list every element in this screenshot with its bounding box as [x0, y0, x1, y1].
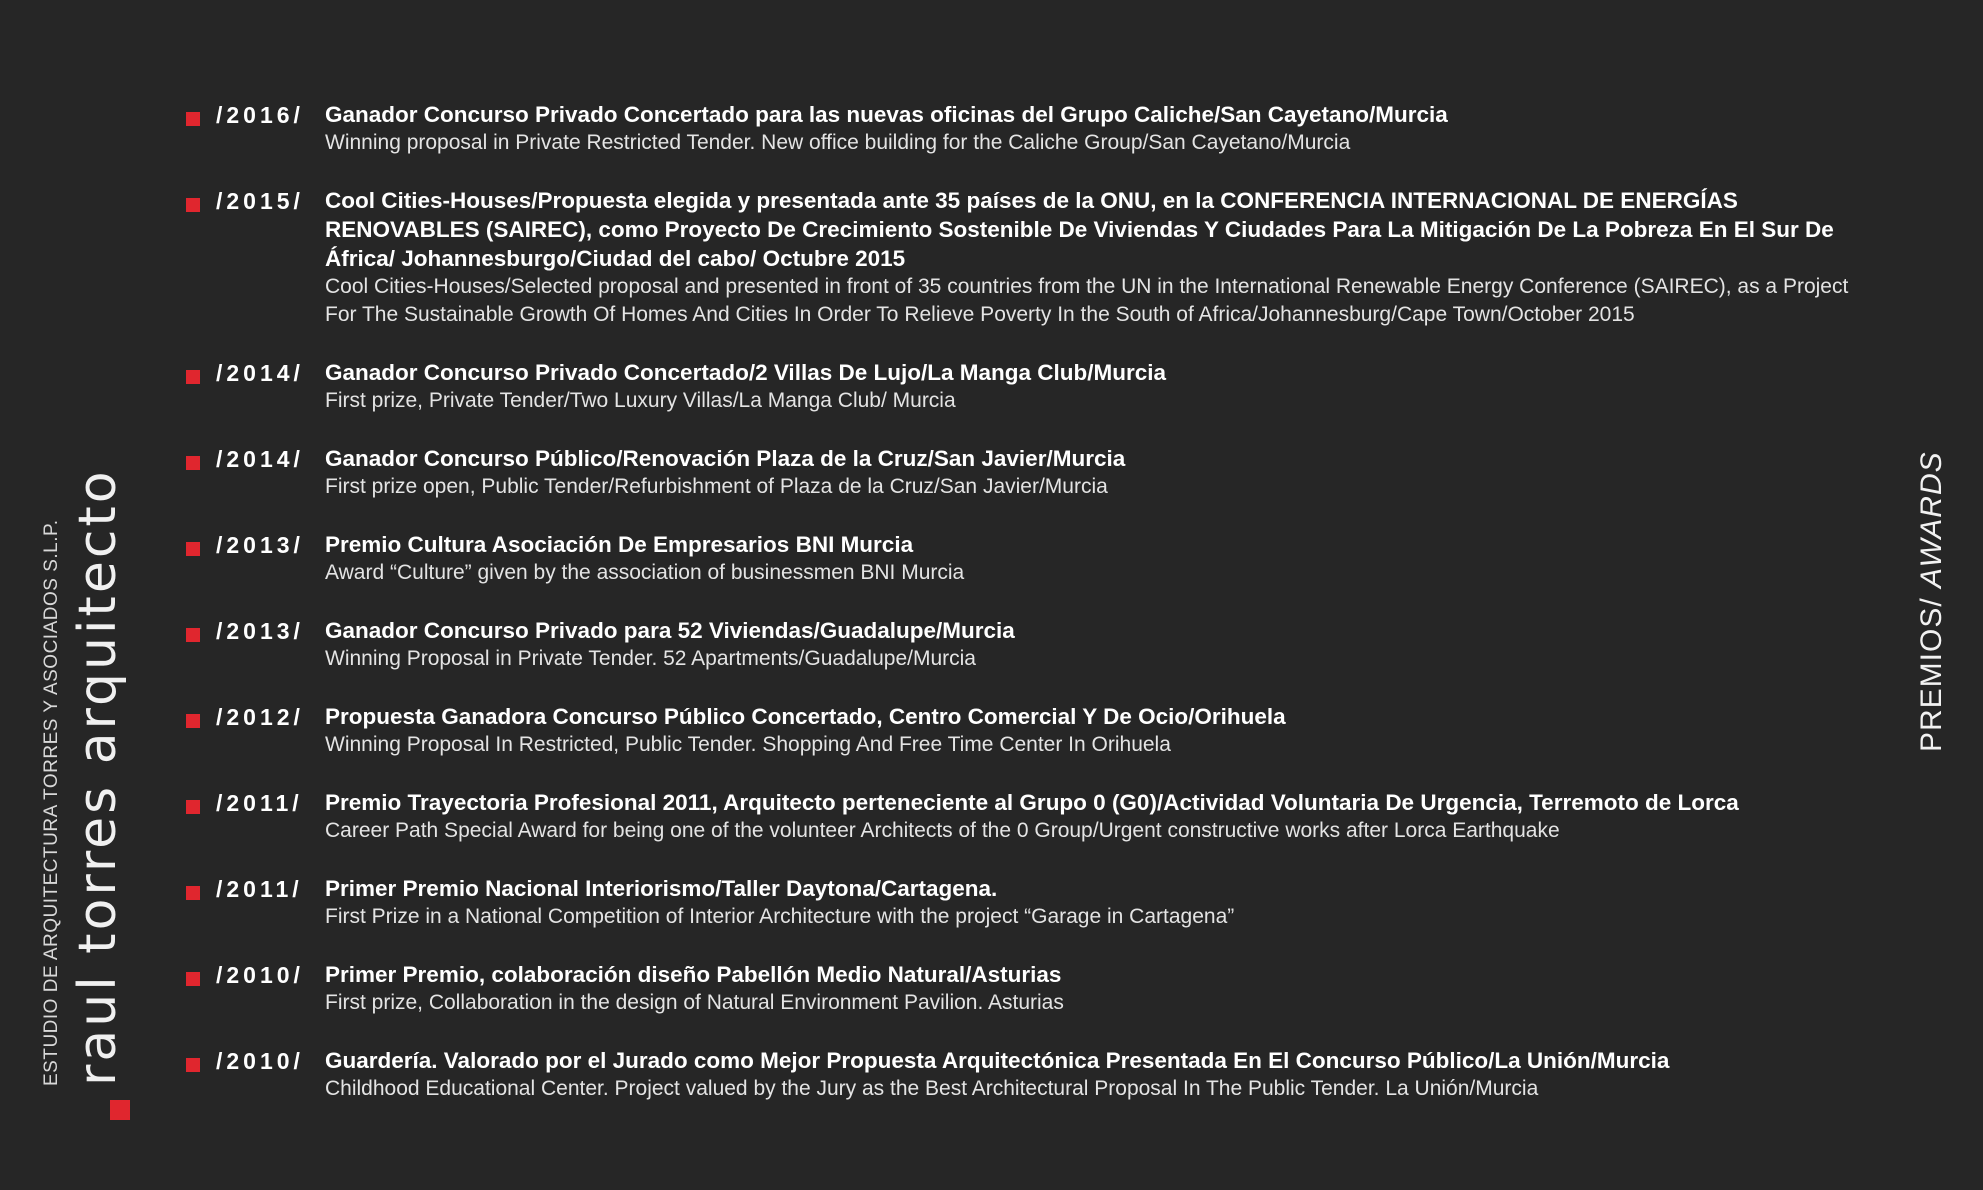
- award-year: /2012/: [216, 704, 304, 730]
- award-year: /2011/: [216, 790, 303, 816]
- award-item: [186, 702, 1866, 759]
- bullet-square-icon: [186, 370, 200, 384]
- award-item: [186, 960, 1866, 1017]
- award-item: [186, 616, 1866, 673]
- awards-list: [186, 100, 1866, 1132]
- award-year: /2015/: [216, 188, 304, 214]
- award-title-en: Childhood Educational Center. Project valued by the Jury as the Best Architectural Proposal In The Public Tender. La Unión/Murcia: [325, 1077, 1539, 1100]
- award-year: /2016/: [216, 102, 304, 128]
- award-item: [186, 100, 1866, 157]
- award-title-en: First prize, Collaboration in the design of Natural Environment Pavilion. Asturias: [325, 991, 1064, 1014]
- bullet-square-icon: [186, 972, 200, 986]
- bullet-square-icon: [186, 112, 200, 126]
- award-item: [186, 788, 1866, 845]
- award-year: /2013/: [216, 532, 304, 558]
- award-title-es: Primer Premio, colaboración diseño Pabellón Medio Natural/Asturias: [325, 962, 1062, 987]
- award-year: /2014/: [216, 446, 304, 472]
- award-title-es: Guardería. Valorado por el Jurado como Mejor Propuesta Arquitectónica Presentada En El Concurso Público/La Unión/Murcia: [325, 1048, 1670, 1073]
- bullet-square-icon: [186, 800, 200, 814]
- award-title-es: Ganador Concurso Privado para 52 Viviendas/Guadalupe/Murcia: [325, 618, 1015, 643]
- award-item: [186, 874, 1866, 931]
- award-year: /2013/: [216, 618, 304, 644]
- section-title-es: PREMIOS/: [1915, 597, 1948, 752]
- bullet-square-icon: [186, 1058, 200, 1072]
- award-year: /2010/: [216, 1048, 304, 1074]
- brand-square-icon: [110, 1100, 130, 1120]
- award-title-en: Winning proposal in Private Restricted Tender. New office building for the Caliche Group/San Cayetano/Murcia: [325, 131, 1351, 154]
- award-year: /2011/: [216, 876, 303, 902]
- award-title-es: Propuesta Ganadora Concurso Público Concertado, Centro Comercial Y De Ocio/Orihuela: [325, 704, 1286, 729]
- section-title-en: AWARDS: [1915, 451, 1948, 588]
- award-title-es: Premio Cultura Asociación De Empresarios BNI Murcia: [325, 532, 914, 557]
- award-title-es: Ganador Concurso Privado Concertado/2 Villas De Lujo/La Manga Club/Murcia: [325, 360, 1166, 385]
- award-title-en: Career Path Special Award for being one of the volunteer Architects of the 0 Group/Urgent constructive works after Lorca Earthquake: [325, 819, 1560, 842]
- award-title-en: Cool Cities-Houses/Selected proposal and presented in front of 35 countries from the UN in the International Renewable Energy Conference (SAIREC), as a Project For The Sustainable Growth Of Homes And Cities In Order To Relieve Poverty In the South of Africa/Johannesburg/Cape Town/October 2015: [325, 275, 1849, 326]
- award-title-en: First prize open, Public Tender/Refurbishment of Plaza de la Cruz/San Javier/Murcia: [325, 475, 1108, 498]
- bullet-square-icon: [186, 628, 200, 642]
- award-item: [186, 358, 1866, 415]
- award-title-en: First prize, Private Tender/Two Luxury Villas/La Manga Club/ Murcia: [325, 389, 956, 412]
- bullet-square-icon: [186, 714, 200, 728]
- award-year: /2010/: [216, 962, 304, 988]
- bullet-square-icon: [186, 886, 200, 900]
- section-title: [1915, 451, 1949, 752]
- award-title-es: Ganador Concurso Privado Concertado para las nuevas oficinas del Grupo Caliche/San Cayetano/Murcia: [325, 102, 1448, 127]
- award-item: [186, 1046, 1866, 1103]
- award-title-en: First Prize in a National Competition of Interior Architecture with the project “Garage in Cartagena”: [325, 905, 1235, 928]
- brand-subtitle: ESTUDIO DE ARQUITECTURA TORRES Y ASOCIADOS S.L.P.: [41, 519, 62, 1086]
- brand-name: raul torres arquitecto: [68, 468, 128, 1086]
- award-title-es: Primer Premio Nacional Interiorismo/Taller Daytona/Cartagena.: [325, 876, 998, 901]
- award-title-es: Ganador Concurso Público/Renovación Plaza de la Cruz/San Javier/Murcia: [325, 446, 1126, 471]
- award-title-en: Winning Proposal In Restricted, Public Tender. Shopping And Free Time Center In Orihuela: [325, 733, 1171, 756]
- award-title-es: Cool Cities-Houses/Propuesta elegida y presentada ante 35 países de la ONU, en la CONFERENCIA INTERNACIONAL DE ENERGÍAS RENOVABLES (SAIREC), como Proyecto De Crecimiento Sostenible De Viviendas Y Ciudades Para La Mitigación De La Pobreza En El Sur De África/ Johannesburgo/Ciudad del cabo/ Octubre 2015: [325, 188, 1834, 271]
- award-title-en: Award “Culture” given by the association of businessmen BNI Murcia: [325, 561, 965, 584]
- award-item: [186, 444, 1866, 501]
- award-item: [186, 530, 1866, 587]
- award-item: [186, 186, 1866, 329]
- bullet-square-icon: [186, 456, 200, 470]
- bullet-square-icon: [186, 198, 200, 212]
- award-title-es: Premio Trayectoria Profesional 2011, Arquitecto perteneciente al Grupo 0 (G0)/Actividad Voluntaria De Urgencia, Terremoto de Lorca: [325, 790, 1739, 815]
- bullet-square-icon: [186, 542, 200, 556]
- award-title-en: Winning Proposal in Private Tender. 52 Apartments/Guadalupe/Murcia: [325, 647, 976, 670]
- award-year: /2014/: [216, 360, 304, 386]
